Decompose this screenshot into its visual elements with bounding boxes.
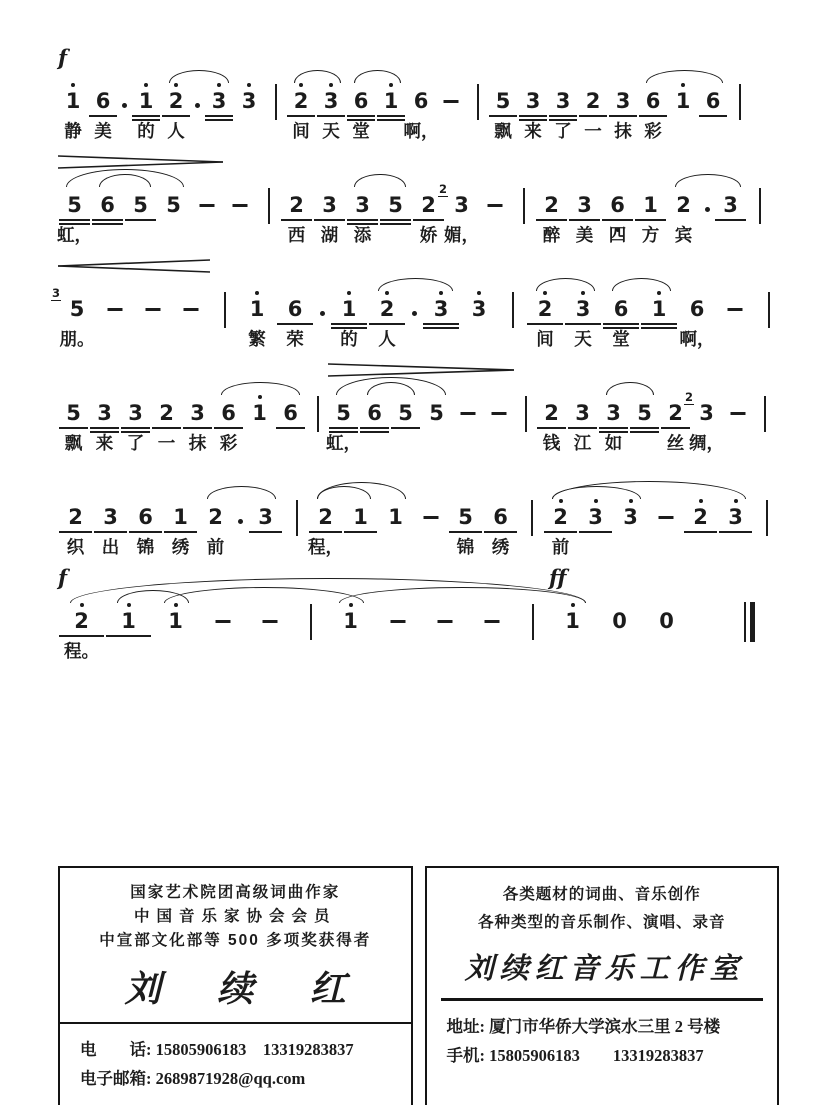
lyric: 媚， <box>444 225 479 245</box>
lyric: 虹， <box>57 225 92 245</box>
lyric: 来 <box>524 121 542 141</box>
barline <box>518 498 543 550</box>
note: 6 <box>602 290 640 342</box>
note: 1 <box>549 602 596 654</box>
lyric: 啊， <box>679 329 715 349</box>
barline <box>753 498 778 550</box>
note: 3 <box>89 394 120 446</box>
lyric: 宾 <box>674 225 693 245</box>
lyric: 程。 <box>64 641 99 661</box>
note: 6 <box>698 82 728 134</box>
service-line: 各类题材的词曲、音乐创作 <box>502 886 701 903</box>
note: 6 <box>276 290 314 342</box>
crescendo-hairpin <box>58 259 210 273</box>
note: 3 <box>518 82 548 134</box>
lyric: 繁 <box>248 329 266 349</box>
note: 2 <box>676 193 691 217</box>
note: 1 <box>668 82 698 134</box>
note: 5 <box>58 394 89 446</box>
note: 3 <box>714 186 747 238</box>
note: 1 <box>163 498 198 550</box>
note: 6 <box>359 394 390 446</box>
note: 2 <box>368 290 406 342</box>
duration-dash <box>134 290 172 342</box>
duration-dash <box>199 602 246 654</box>
lyric: 间 <box>292 121 310 141</box>
note: 2 <box>536 394 567 446</box>
duration-dash <box>436 82 466 134</box>
note: 5 <box>328 394 359 446</box>
barline <box>515 602 549 654</box>
lyric: 前 <box>206 537 225 557</box>
note: 1 <box>388 505 403 529</box>
slur <box>646 70 723 83</box>
note: 2 <box>535 186 568 238</box>
note: 3 <box>120 394 151 446</box>
duration-dash <box>413 498 448 550</box>
note: 5 <box>488 82 518 134</box>
lyric: 抹 <box>188 433 207 453</box>
note: 3 2 <box>685 390 714 425</box>
duration-dash <box>223 186 256 238</box>
barline <box>306 394 328 446</box>
phone-line: 电 话: 15805906183 13319283837 <box>80 1040 354 1060</box>
duration-dash <box>190 186 223 238</box>
note: 2 <box>208 505 223 529</box>
note: 6 <box>689 297 705 321</box>
dynamic-mark: ff <box>549 565 567 590</box>
slur <box>606 382 655 395</box>
note: 1 <box>330 290 368 342</box>
lyric: 江 <box>573 433 592 453</box>
lyric: 绸， <box>689 433 724 453</box>
lyric: 静 <box>64 121 82 141</box>
lyric: 前 <box>551 537 570 557</box>
barline <box>293 602 327 654</box>
lyric: 湖 <box>320 225 339 245</box>
lyric: 绣 <box>171 537 190 557</box>
note: 1 <box>58 82 88 134</box>
lyric: 四 <box>608 225 627 245</box>
credentials-list <box>66 881 405 953</box>
note: 3 <box>93 498 128 550</box>
note: 3 <box>182 394 213 446</box>
note: 6 <box>413 89 429 113</box>
lyric: 啊， <box>403 121 439 141</box>
credential-line: 国家艺术院团高级词曲作家 <box>130 884 341 901</box>
note: 3 <box>578 498 613 550</box>
score-line <box>58 462 779 566</box>
note: 3 <box>313 186 346 238</box>
lyric: 添 <box>353 225 372 245</box>
dynamic-mark: f <box>58 45 68 70</box>
rest: 0 <box>612 609 627 633</box>
note: 3 <box>234 82 264 134</box>
lyric: 一 <box>157 433 176 453</box>
note: 1 <box>152 602 199 654</box>
note: 1 <box>376 82 406 134</box>
duration-dash <box>478 186 511 238</box>
slur <box>536 278 595 291</box>
lyric: 方 <box>641 225 660 245</box>
note: 2 <box>683 498 718 550</box>
duration-dash <box>96 290 134 342</box>
lyric: 醉 <box>542 225 561 245</box>
lyric: 抹 <box>614 121 632 141</box>
lyric: 一 <box>584 121 602 141</box>
slur <box>169 70 229 83</box>
note: 5 <box>429 401 444 425</box>
lyric: 绣 <box>491 537 510 557</box>
lyric: 堂 <box>352 121 370 141</box>
lyric: 锦 <box>136 537 155 557</box>
note: 6 <box>346 82 376 134</box>
note: 2 <box>660 394 691 446</box>
note: 1 <box>640 290 678 342</box>
duration-dash <box>468 602 515 654</box>
duration-dash <box>648 498 683 550</box>
augmentation-dot <box>233 498 248 550</box>
duration-dash <box>483 394 514 446</box>
note: 5 <box>379 186 412 238</box>
slur <box>207 486 277 499</box>
lyric: 虹， <box>326 433 361 453</box>
lyric: 程， <box>308 537 343 557</box>
lyric: 飘 <box>494 121 512 141</box>
score-line <box>58 46 779 150</box>
note: 3 <box>718 498 753 550</box>
lyric: 娇 <box>419 225 438 245</box>
barline <box>514 394 536 446</box>
grace-note: 3 <box>52 286 61 300</box>
note: 3 <box>248 498 283 550</box>
note: 3 2 <box>439 182 469 217</box>
composer-credentials-card <box>58 866 413 1105</box>
service-line: 各种类型的音乐制作、演唱、录音 <box>477 913 726 931</box>
note: 3 <box>568 186 601 238</box>
mobile-line: 手机: 15805906183 13319283837 <box>446 1045 704 1065</box>
note: 6 <box>128 498 163 550</box>
lyric: 来 <box>95 433 114 453</box>
note: 5 3 <box>52 286 85 321</box>
lyric: 天 <box>322 121 340 141</box>
slur <box>354 70 401 83</box>
note: 6 <box>88 82 118 134</box>
duration-dash <box>722 394 753 446</box>
lyric: 了 <box>554 121 572 141</box>
lyric: 彩 <box>219 433 238 453</box>
note: 5 <box>166 193 181 217</box>
duration-dash <box>421 602 468 654</box>
dynamic-mark: f <box>58 565 68 590</box>
lyric: 的 <box>137 121 155 141</box>
augmentation-dot <box>700 186 714 238</box>
lyric: 荣 <box>286 329 304 349</box>
barline <box>498 290 526 342</box>
note: 1 <box>343 498 378 550</box>
lyric: 丝 <box>666 433 685 453</box>
barline <box>466 82 488 134</box>
grace-note: 2 <box>685 390 694 404</box>
note: 6 <box>213 394 244 446</box>
grace-note: 2 <box>439 182 448 196</box>
barline <box>210 290 238 342</box>
studio-services <box>433 881 772 937</box>
lyric: 人 <box>167 121 185 141</box>
slur <box>675 174 741 187</box>
duration-dash <box>374 602 421 654</box>
note: 6 <box>638 82 668 134</box>
score-line <box>52 254 779 358</box>
note: 3 <box>346 186 379 238</box>
barline <box>511 186 535 238</box>
note: 2 <box>526 290 564 342</box>
lyric: 如 <box>604 433 623 453</box>
final-barline <box>727 602 774 654</box>
decrescendo-hairpin <box>328 363 514 377</box>
lyric: 的 <box>340 329 358 349</box>
credential-line: 中宣部文化部等 500 多项奖获得者 <box>99 932 372 950</box>
note: 5 <box>58 186 91 238</box>
lyric: 彩 <box>644 121 662 141</box>
note: 3 <box>613 498 648 550</box>
note: 2 <box>578 82 608 134</box>
barline <box>283 498 308 550</box>
score-line <box>58 566 779 670</box>
note: 5 <box>124 186 157 238</box>
augmentation-dot <box>191 82 204 134</box>
note: 2 <box>543 498 578 550</box>
decrescendo-hairpin <box>58 155 223 169</box>
lyric: 美 <box>575 225 594 245</box>
lyric: 天 <box>574 329 592 349</box>
note: 1 <box>238 290 276 342</box>
note: 6 <box>483 498 518 550</box>
duration-dash <box>172 290 210 342</box>
note: 3 <box>564 290 602 342</box>
lyric: 织 <box>66 537 85 557</box>
address-line: 地址: 厦门市华侨大学滨水三里 2 号楼 <box>446 1016 721 1036</box>
note: 1 <box>131 82 161 134</box>
note: 5 <box>629 394 660 446</box>
note: 3 <box>422 290 460 342</box>
studio-contact <box>427 1001 778 1085</box>
slur <box>354 174 406 187</box>
note: 5 <box>390 394 421 446</box>
composer-contact <box>60 1024 411 1105</box>
duration-dash <box>452 394 483 446</box>
augmentation-dot <box>406 290 422 342</box>
lyric: 美 <box>94 121 112 141</box>
note: 3 <box>316 82 346 134</box>
slur <box>221 382 301 395</box>
lyric: 出 <box>101 537 120 557</box>
lyric: 间 <box>536 329 554 349</box>
note: 2 <box>308 498 343 550</box>
lyric: 堂 <box>612 329 630 349</box>
footer-cards <box>0 866 837 1105</box>
slur <box>378 278 453 291</box>
augmentation-dot <box>118 82 131 134</box>
barline <box>264 82 286 134</box>
slur <box>612 278 671 291</box>
lyric: 西 <box>287 225 306 245</box>
note: 2 <box>58 498 93 550</box>
note: 3 <box>608 82 638 134</box>
barline <box>256 186 280 238</box>
note: 2 <box>412 186 445 238</box>
note: 3 <box>567 394 598 446</box>
note: 3 <box>460 290 498 342</box>
lyric: 了 <box>126 433 145 453</box>
note: 2 <box>161 82 191 134</box>
note: 2 <box>58 602 105 654</box>
composer-name-signature: 刘 续 红 <box>124 968 368 1011</box>
score-line <box>58 150 779 254</box>
note: 3 <box>204 82 234 134</box>
duration-dash <box>246 602 293 654</box>
barline <box>728 82 750 134</box>
note: 6 <box>275 394 306 446</box>
email-line: 电子邮箱: 2689871928@qq.com <box>80 1068 306 1088</box>
barline <box>754 290 782 342</box>
duration-dash <box>716 290 754 342</box>
note: 1 <box>244 394 275 446</box>
note: 3 <box>548 82 578 134</box>
barline <box>753 394 775 446</box>
note: 6 <box>601 186 634 238</box>
note: 1 <box>634 186 667 238</box>
lyric: 朋。 <box>59 329 95 349</box>
note: 2 <box>151 394 182 446</box>
rest: 0 <box>659 609 674 633</box>
slur <box>294 70 341 83</box>
note: 2 <box>286 82 316 134</box>
studio-card <box>425 866 780 1105</box>
score-line <box>58 358 779 462</box>
note: 5 <box>448 498 483 550</box>
note: 1 <box>327 602 374 654</box>
credential-line: 中国音乐家协会会员 <box>133 908 337 926</box>
augmentation-dot <box>314 290 330 342</box>
lyric: 锦 <box>456 537 475 557</box>
lyric: 钱 <box>542 433 561 453</box>
lyric: 人 <box>378 329 396 349</box>
studio-name-signature: 刘续红音乐工作室 <box>464 950 745 985</box>
barline <box>747 186 771 238</box>
spacer <box>690 602 727 654</box>
note: 3 <box>598 394 629 446</box>
lyric: 飘 <box>64 433 83 453</box>
note: 2 <box>280 186 313 238</box>
note: 6 <box>91 186 124 238</box>
note: 1 <box>105 602 152 654</box>
